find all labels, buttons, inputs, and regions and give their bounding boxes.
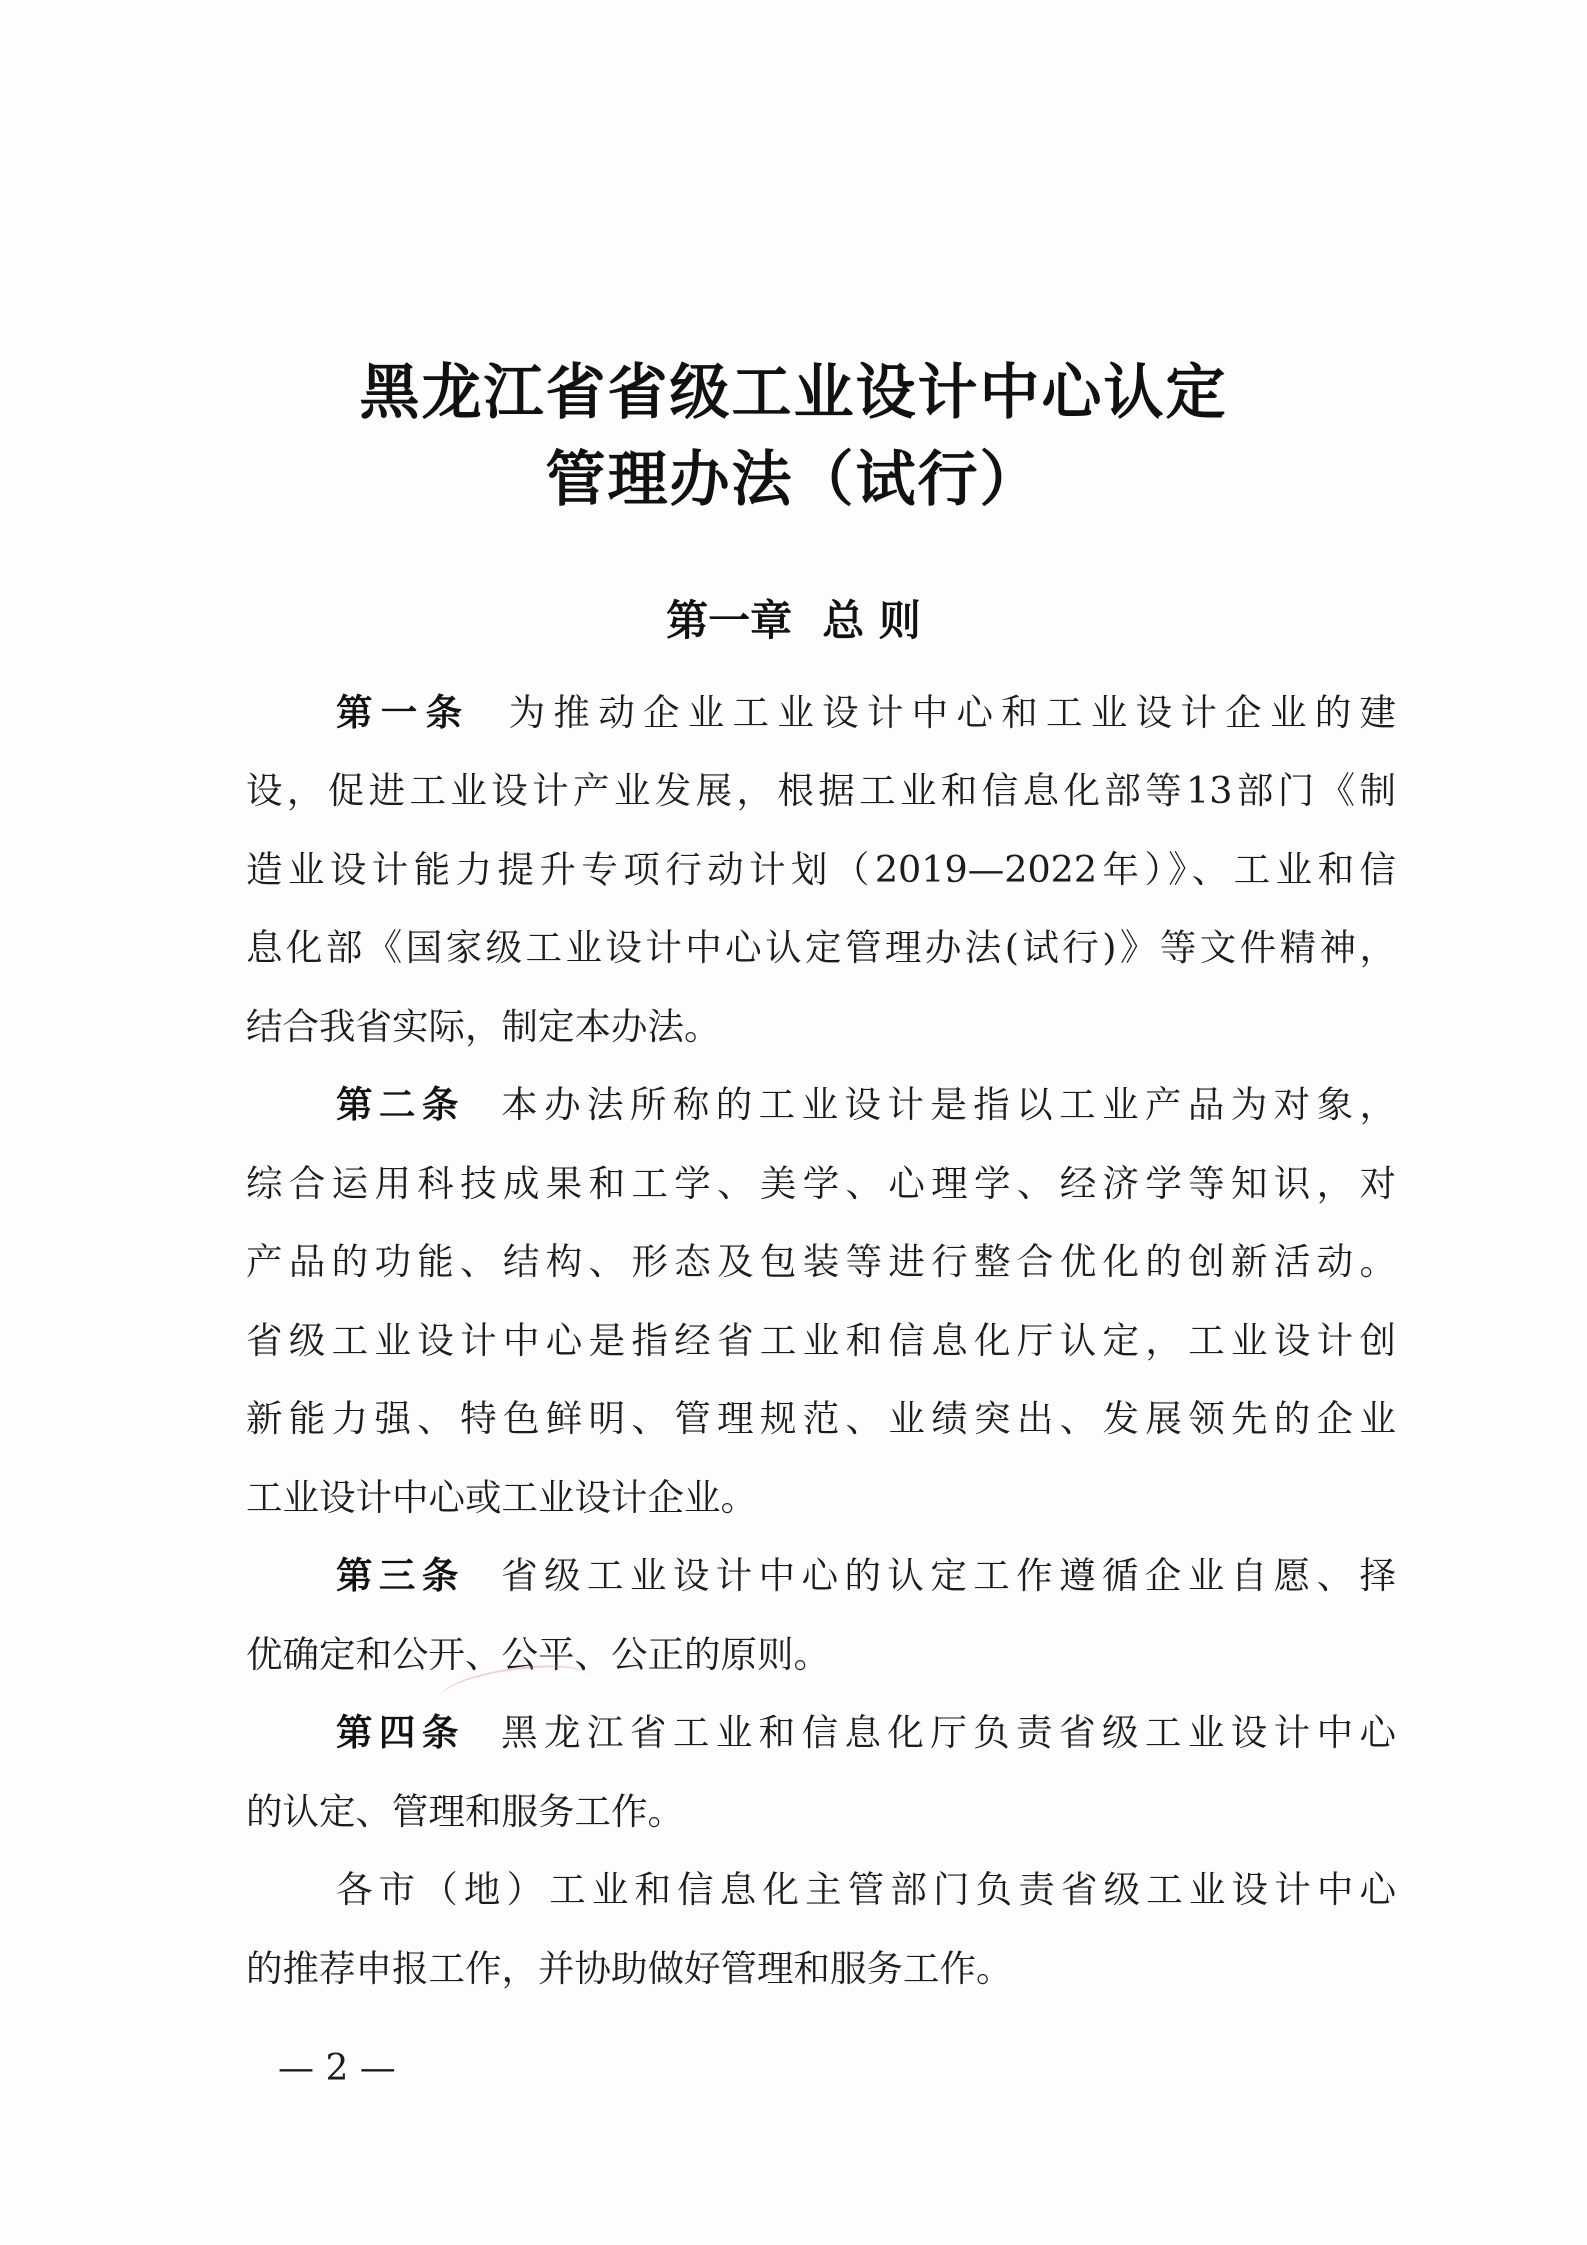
article-1-line-2: 设，促进工业设计产业发展，根据工业和信息化部等13部门《制 bbox=[246, 769, 1396, 812]
paragraph-line-1: 各市（地）工业和信息化主管部门负责省级工业设计中心 bbox=[336, 1868, 1396, 1911]
article-1-line-3: 造业设计能力提升专项行动计划（2019—2022年）》、工业和信 bbox=[246, 848, 1396, 891]
article-1-label: 第一条 bbox=[336, 691, 471, 734]
article-2-line-3: 产品的功能、结构、形态及包装等进行整合优化的创新活动。 bbox=[246, 1240, 1396, 1283]
article-3-line-2: 优确定和公开、公平、公正的原则。 bbox=[246, 1633, 830, 1676]
article-2-label: 第二条 bbox=[336, 1083, 465, 1126]
article-4-line-2: 的认定、管理和服务工作。 bbox=[246, 1790, 684, 1833]
article-3-text-1: 省级工业设计中心的认定工作遵循企业自愿、择 bbox=[494, 1554, 1396, 1597]
article-3-line-1 bbox=[336, 1551, 1396, 1601]
article-2-line-1 bbox=[336, 1080, 1396, 1130]
article-2-line-4: 省级工业设计中心是指经省工业和信息化厅认定，工业设计创 bbox=[246, 1319, 1396, 1362]
article-1-line-5: 结合我省实际，制定本办法。 bbox=[246, 1005, 721, 1048]
article-3-label: 第三条 bbox=[336, 1554, 465, 1597]
article-2-line-2: 综合运用科技成果和工学、美学、心理学、经济学等知识，对 bbox=[246, 1162, 1396, 1205]
chapter-name: 总 则 bbox=[822, 596, 921, 645]
article-1-line-4: 息化部《国家级工业设计中心认定管理办法(试行)》等文件精神， bbox=[246, 926, 1396, 969]
chapter-label: 第一章 bbox=[666, 596, 793, 645]
chapter-heading bbox=[0, 588, 1587, 648]
article-1-text-1: 为推动企业工业设计中心和工业设计企业的建 bbox=[500, 691, 1397, 734]
article-2-line-5: 新能力强、特色鲜明、管理规范、业绩突出、发展领先的企业 bbox=[246, 1397, 1396, 1440]
article-4-text-1: 黑龙江省工业和信息化厅负责省级工业设计中心 bbox=[494, 1711, 1396, 1754]
article-4-line-1 bbox=[336, 1708, 1396, 1758]
article-4-label: 第四条 bbox=[336, 1711, 465, 1754]
article-2-text-1: 本办法所称的工业设计是指以工业产品为对象， bbox=[494, 1083, 1396, 1126]
paragraph-line-2: 的推荐申报工作，并协助做好管理和服务工作。 bbox=[246, 1947, 1013, 1990]
article-2-line-6: 工业设计中心或工业设计企业。 bbox=[246, 1476, 757, 1519]
page-number: — 2 — bbox=[278, 2048, 396, 2089]
document-title-line1: 黑龙江省省级工业设计中心认定 bbox=[359, 358, 1228, 428]
document-title-line2: 管理办法（试行） bbox=[545, 445, 1042, 515]
article-1-line-1 bbox=[336, 688, 1396, 738]
